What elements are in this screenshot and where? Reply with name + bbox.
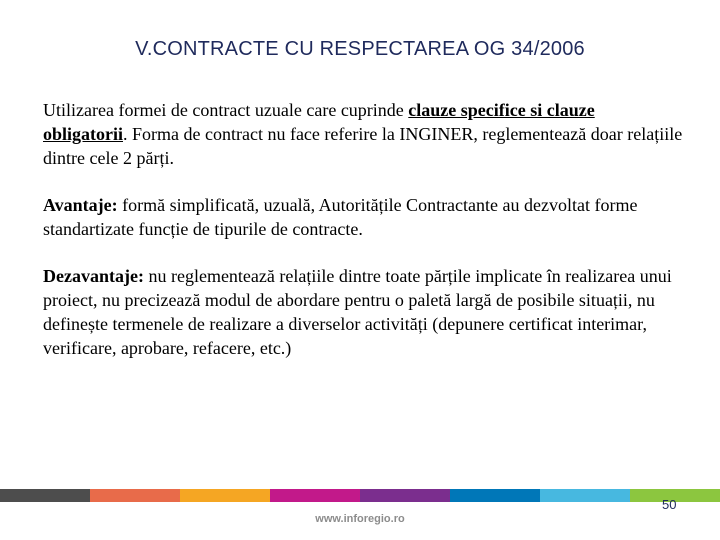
intro-emphasis: clauze specifice si clauze obligatorii	[43, 100, 595, 144]
color-bar-segment	[360, 489, 450, 502]
disadvantages-label: Dezavantaje:	[43, 266, 144, 286]
color-bar-segment	[270, 489, 360, 502]
color-bar-segment	[450, 489, 540, 502]
intro-text-end: . Forma de contract nu face referire la INGINER, reglementează doar relațiile dintre cele 2 părți.	[43, 124, 683, 168]
advantages-text: formă simplificată, uzuală, Autoritățile Contractante au dezvoltat forme standartizate funcție de tipurile de contracte.	[43, 195, 638, 239]
page-number: 50	[662, 497, 677, 512]
paragraph-intro	[43, 98, 683, 170]
color-bar-segment	[0, 489, 90, 502]
paragraph-disadvantages	[43, 264, 683, 360]
slide-title: V.CONTRACTE CU RESPECTAREA OG 34/2006	[135, 38, 585, 60]
footer-url: www.inforegio.ro	[315, 513, 405, 525]
color-bar-segment	[540, 489, 630, 502]
disadvantages-text: nu reglementează relațiile dintre toate părțile implicate în realizarea unui proiect, nu precizează modul de abordare pentru o paletă largă de posibile situații, nu definește termenele de realizare a diverselor activități (depunere certificat interimar, verificare, aprobare, refacere, etc.)	[43, 266, 672, 358]
footer-color-bar	[0, 489, 720, 502]
advantages-label: Avantaje:	[43, 195, 118, 215]
intro-text-start: Utilizarea formei de contract uzuale care cuprinde	[43, 100, 409, 120]
color-bar-segment	[180, 489, 270, 502]
paragraph-advantages	[43, 193, 683, 241]
color-bar-segment	[90, 489, 180, 502]
slide-body	[43, 98, 683, 383]
